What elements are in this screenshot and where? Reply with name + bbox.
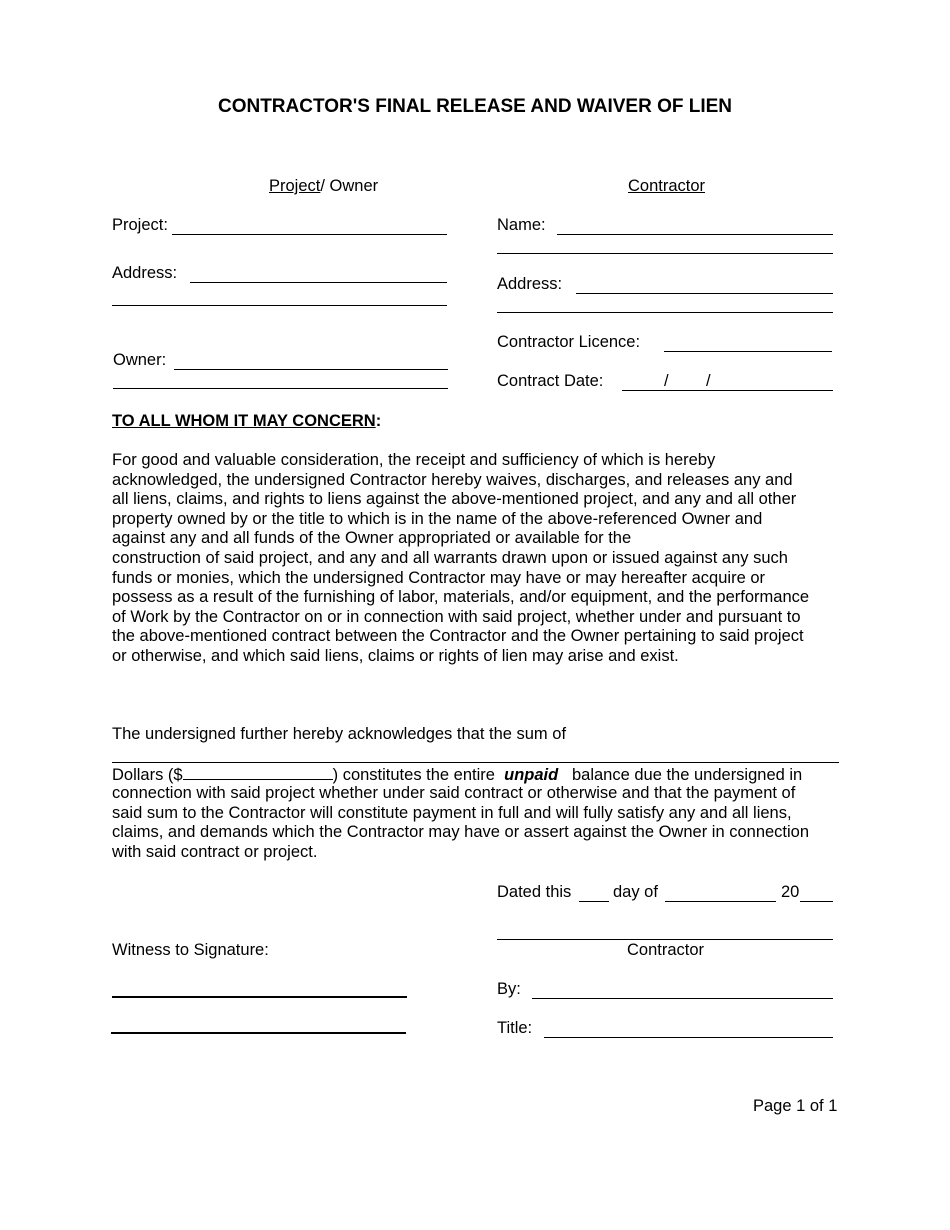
- witness-label: Witness to Signature:: [112, 941, 269, 959]
- project-field[interactable]: [172, 234, 447, 235]
- dollar-amount-field[interactable]: [183, 765, 333, 780]
- contractor-licence-label: Contractor Licence:: [497, 333, 641, 351]
- paragraph-line: construction of said project, and any and all warrants drawn upon or issued against any such: [112, 548, 788, 567]
- contract-date-separator-1: /: [664, 372, 669, 390]
- title-label: Title:: [497, 1019, 533, 1037]
- owner-address-field[interactable]: [190, 282, 447, 283]
- owner-address-label: Address:: [112, 264, 178, 282]
- dated-label: Dated this: [497, 883, 572, 901]
- project-heading: Project: [269, 177, 321, 195]
- document-title: CONTRACTOR'S FINAL RELEASE AND WAIVER OF LIEN: [217, 96, 733, 117]
- contractor-signature-field[interactable]: [497, 939, 833, 940]
- sum-amount-words-field[interactable]: [112, 762, 839, 763]
- dated-year-field[interactable]: [800, 901, 833, 902]
- paragraph-line: or otherwise, and which said liens, claims or rights of lien may arise and exist.: [112, 646, 679, 665]
- paragraph-line: of Work by the Contractor on or in connection with said project, whether under and pursuant to: [112, 607, 801, 626]
- page-number: Page 1 of 1: [753, 1097, 838, 1115]
- paragraph-line: funds or monies, which the undersigned Contractor may have or may hereafter acquire or: [112, 568, 765, 587]
- contract-date-label: Contract Date:: [497, 372, 604, 390]
- sum-line: [112, 765, 802, 785]
- owner-heading: / Owner: [320, 177, 379, 195]
- contractor-name-label: Name:: [497, 216, 546, 234]
- contractor-licence-field[interactable]: [664, 351, 832, 352]
- by-field[interactable]: [532, 998, 833, 999]
- paragraph-line: possess as a result of the furnishing of labor, materials, and/or equipment, and the performance: [112, 588, 810, 607]
- sum-intro: The undersigned further hereby acknowledges that the sum of: [112, 725, 567, 743]
- salutation-text: TO ALL WHOM IT MAY CONCERN: [112, 412, 376, 430]
- owner-label: Owner:: [113, 351, 167, 369]
- paragraph-line: For good and valuable consideration, the receipt and sufficiency of which is hereby: [112, 451, 716, 469]
- unpaid-emphasis: unpaid: [504, 766, 559, 784]
- paragraph-line: against any and all funds of the Owner appropriated or available for the: [112, 529, 632, 548]
- owner-field[interactable]: [174, 369, 448, 370]
- salutation: [112, 412, 381, 431]
- contract-date-field[interactable]: [622, 390, 833, 391]
- owner-field-2[interactable]: [113, 388, 448, 389]
- owner-address-field-2[interactable]: [112, 305, 447, 306]
- paragraph-line: with said contract or project.: [112, 842, 318, 861]
- contractor-address-label: Address:: [497, 275, 563, 293]
- contractor-address-field-2[interactable]: [497, 312, 833, 313]
- paragraph-line: the above-mentioned contract between the Contractor and the Owner pertaining to said project: [112, 627, 804, 646]
- paragraph-line: acknowledged, the undersigned Contractor hereby waives, discharges, and releases any and: [112, 470, 793, 489]
- paragraph-line: connection with said project whether under said contract or otherwise and that the payment of: [112, 784, 796, 802]
- paragraph-line: claims, and demands which the Contractor may have or assert against the Owner in connection: [112, 823, 810, 842]
- paragraph-line: all liens, claims, and rights to liens against the above-mentioned project, and any and all other: [112, 490, 797, 509]
- dated-month-field[interactable]: [665, 901, 776, 902]
- witness-signature-field-2[interactable]: [111, 1032, 406, 1034]
- year-prefix-label: 20: [781, 883, 800, 901]
- contractor-address-field[interactable]: [576, 293, 833, 294]
- owner-column-heading: [269, 177, 378, 196]
- contract-date-separator-2: /: [706, 372, 711, 390]
- contractor-column-heading: Contractor: [628, 177, 706, 195]
- dated-day-field[interactable]: [579, 901, 609, 902]
- contractor-name-field[interactable]: [557, 234, 833, 235]
- project-label: Project:: [112, 216, 168, 234]
- paragraph-line: property owned by or the title to which is in the name of the above-referenced Owner and: [112, 509, 763, 528]
- sum-paragraph: [112, 784, 847, 862]
- sum-line-middle: ) constitutes the entire: [332, 766, 495, 784]
- release-paragraph: [112, 451, 847, 667]
- paragraph-line: said sum to the Contractor will constitute payment in full and will fully satisfy any and all liens,: [112, 803, 792, 822]
- by-label: By:: [497, 980, 521, 998]
- salutation-colon: :: [375, 412, 382, 430]
- dollars-prefix: Dollars ($: [112, 766, 183, 784]
- witness-signature-field-1[interactable]: [112, 996, 407, 998]
- contractor-name-field-2[interactable]: [497, 253, 833, 254]
- sum-line-suffix: balance due the undersigned in: [571, 766, 803, 784]
- contractor-signature-label: Contractor: [627, 941, 705, 959]
- day-of-label: day of: [613, 883, 658, 901]
- title-field[interactable]: [544, 1037, 833, 1038]
